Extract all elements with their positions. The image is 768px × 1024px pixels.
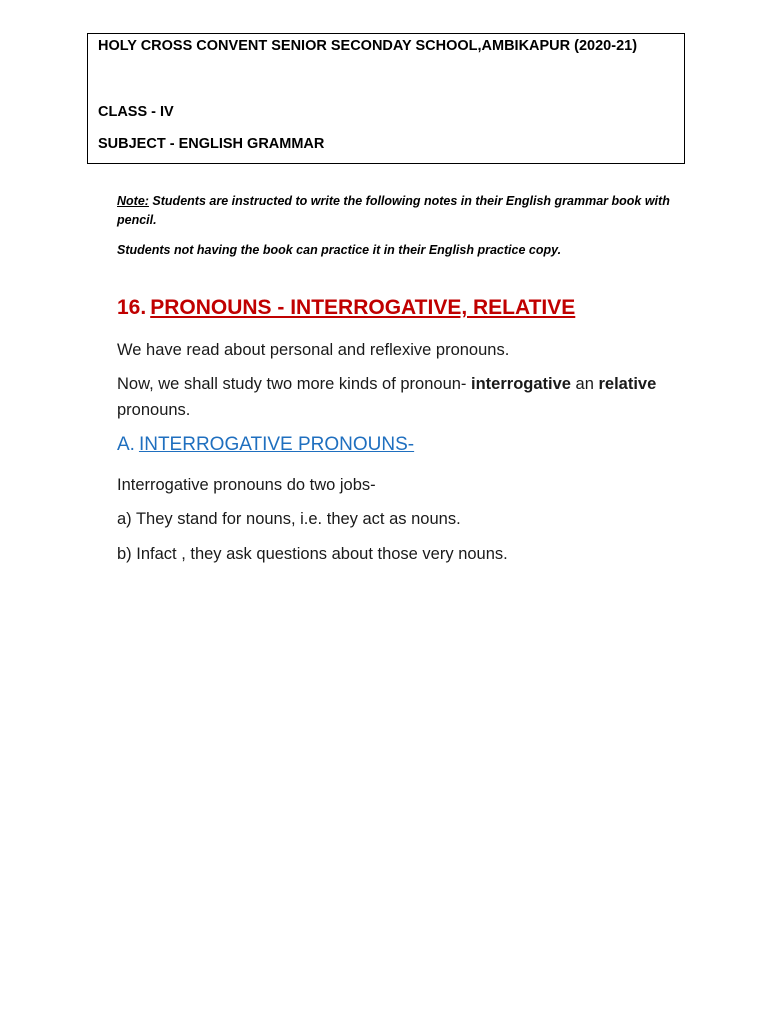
subsection-letter: A. <box>117 434 135 455</box>
kinds-bold-relative: relative <box>598 375 657 393</box>
kinds-suffix: pronouns. <box>117 401 191 419</box>
note-text: Students are instructed to write the following notes in their English grammar book with pencil. <box>117 194 670 227</box>
school-name: HOLY CROSS CONVENT SENIOR SECONDAY SCHOOL,AMBIKAPUR (2020-21) <box>98 38 638 54</box>
note-label: Note: <box>117 194 149 208</box>
subsection-heading <box>117 434 414 456</box>
section-number: 16. <box>117 296 147 319</box>
section-heading <box>117 296 575 320</box>
section-title: PRONOUNS - INTERROGATIVE, RELATIVE <box>150 296 576 319</box>
subsection-line-1: Interrogative pronouns do two jobs- <box>117 476 376 494</box>
kinds-bold-interrogative: interrogative <box>471 375 571 393</box>
note-paragraph <box>117 192 677 230</box>
header-box <box>87 33 685 164</box>
note-paragraph-2: Students not having the book can practice it in their English practice copy. <box>117 243 562 257</box>
subsection-title: INTERROGATIVE PRONOUNS- <box>138 434 415 455</box>
subsection-line-3: b) Infact , they ask questions about those very nouns. <box>117 545 508 563</box>
subject-line: SUBJECT - ENGLISH GRAMMAR <box>98 136 325 152</box>
subsection-line-2: a) They stand for nouns, i.e. they act as nouns. <box>117 510 461 528</box>
kinds-mid: an <box>570 375 599 393</box>
kinds-prefix: Now, we shall study two more kinds of pronoun- <box>117 375 472 393</box>
kinds-text <box>117 371 677 423</box>
intro-text: We have read about personal and reflexive pronouns. <box>117 341 510 359</box>
class-line: CLASS - IV <box>98 104 174 120</box>
